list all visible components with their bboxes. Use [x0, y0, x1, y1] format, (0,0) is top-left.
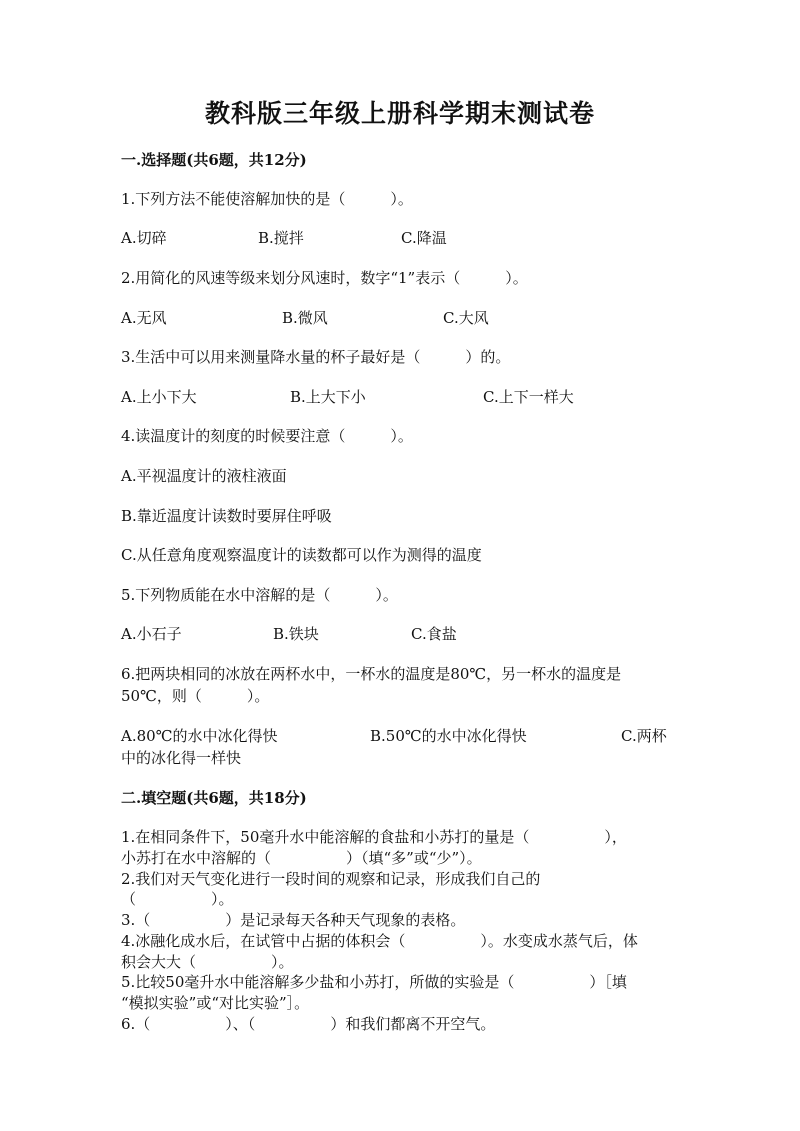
fill-line: 5.比较50毫升水中能溶解多少盐和小苏打，所做的实验是（ ）［填: [121, 973, 627, 991]
section-fill-heading: 二.填空题(共6题，共18分): [121, 789, 307, 807]
q6-option-c-continued: 中的冰化得一样快: [121, 749, 242, 767]
fill-line: 4.冰融化成水后，在试管中占据的体积会（ ）。水变成水蒸气后，体: [121, 932, 638, 950]
fill-line: 积会大大（ ）。: [121, 953, 294, 971]
q6-stem-line1: 6.把两块相同的冰放在两杯水中，一杯水的温度是80℃，另一杯水的温度是: [121, 665, 622, 683]
fill-line: 6.（ ）、（ ）和我们都离不开空气。: [121, 1015, 496, 1033]
q2-option-b: B.微风: [282, 309, 328, 327]
q4-option-a: A.平视温度计的液柱液面: [121, 467, 287, 485]
q5-stem: 5.下列物质能在水中溶解的是（ ）。: [121, 586, 398, 604]
fill-line: “模拟实验”或“对比实验”］。: [121, 994, 310, 1012]
fill-line: 3.（ ）是记录每天各种天气现象的表格。: [121, 911, 466, 929]
fill-line: 小苏打在水中溶解的（ ）（填“多”或“少”）。: [121, 849, 482, 867]
q6-option-c: C.两杯: [621, 727, 667, 745]
fill-line: 2.我们对天气变化进行一段时间的观察和记录，形成我们自己的: [121, 870, 541, 888]
q4-option-b: B.靠近温度计读数时要屏住呼吸: [121, 507, 332, 525]
q2-option-c: C.大风: [443, 309, 489, 327]
q3-option-a: A.上小下大: [121, 388, 197, 406]
q1-option-b: B.搅拌: [258, 229, 304, 247]
q2-option-a: A.无风: [121, 309, 167, 327]
q5-option-b: B.铁块: [273, 625, 319, 643]
q6-option-b: B.50℃的水中冰化得快: [370, 727, 527, 745]
q3-option-b: B.上大下小: [290, 388, 366, 406]
q4-stem: 4.读温度计的刻度的时候要注意（ ）。: [121, 427, 413, 445]
q5-option-c: C.食盐: [411, 625, 457, 643]
section-choice-heading: 一.选择题(共6题，共12分): [121, 151, 307, 169]
fill-line: 1.在相同条件下，50毫升水中能溶解的食盐和小苏打的量是（ ），: [121, 828, 627, 846]
q4-option-c: C.从任意角度观察温度计的读数都可以作为测得的温度: [121, 546, 482, 564]
q6-stem-line2: 50℃，则（ ）。: [121, 687, 270, 705]
q1-option-a: A.切碎: [121, 229, 167, 247]
q3-option-c: C.上下一样大: [483, 388, 574, 406]
q6-option-a: A.80℃的水中冰化得快: [121, 727, 278, 745]
exam-title: 教科版三年级上册科学期末测试卷: [204, 99, 595, 128]
q3-stem: 3.生活中可以用来测量降水量的杯子最好是（ ）的。: [121, 348, 511, 366]
fill-line: （ ）。: [121, 890, 234, 908]
q5-option-a: A.小石子: [121, 625, 182, 643]
q1-option-c: C.降温: [401, 229, 447, 247]
q2-stem: 2.用简化的风速等级来划分风速时，数字“1”表示（ ）。: [121, 269, 528, 287]
q1-stem: 1.下列方法不能使溶解加快的是（ ）。: [121, 190, 413, 208]
